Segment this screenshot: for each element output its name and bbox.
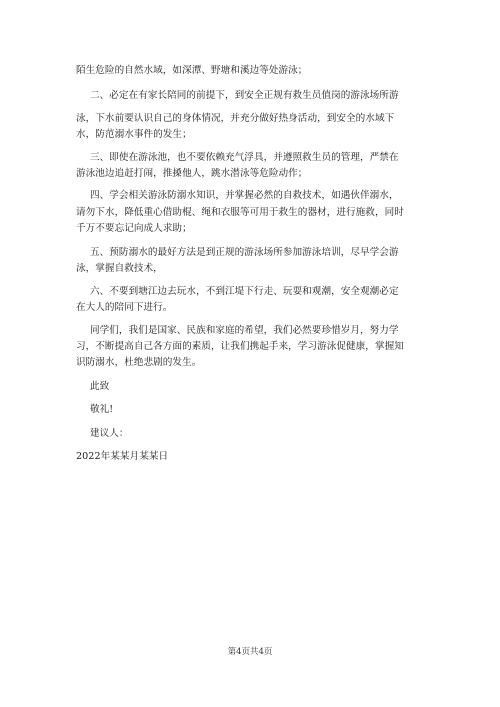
paragraph-5-line: 五、预防溺水的最好方法是到正规的游泳场所参加游泳培训，尽早学会游	[90, 247, 399, 258]
paragraph-2-line: 二、必定在有家长陪同的前提下，到安全正规有救生员值岗的游泳场所游	[90, 90, 399, 101]
body-text-line: 陌生危险的自然水域，如深潭、野塘和溪边等处游泳；	[76, 65, 308, 76]
body-text-line: 水，防范溺水事件的发生；	[76, 129, 192, 140]
closing-paragraph-line: 同学们，我们是国家、民族和家庭的希望，我们必然要珍惜岁月，努力学	[90, 325, 399, 336]
body-text-line: 游泳池边追赶打闹，推搡他人，跳水潜泳等危险动作；	[76, 168, 308, 179]
salutation-line: 此致	[90, 381, 110, 392]
body-text-line: 在大人的陪同下进行。	[76, 302, 173, 313]
salutation-line: 敬礼!	[90, 404, 114, 415]
body-text-line: 千万不要忘记向成人求助；	[76, 223, 192, 234]
body-text-line: 习，不断提高自己各方面的素质，让我们携起手来，学习游泳促健康，掌握知	[76, 341, 404, 352]
paragraph-4-line: 四、学会相关游泳防溺水知识，并掌握必然的自救技术，如遇伙伴溺水，	[90, 190, 399, 201]
body-text-line: 泳，下水前要认识自己的身体情况，并充分做好热身活动，到安全的水域下	[76, 113, 395, 124]
paragraph-6-line: 六、不要到塘江边去玩水，不到江堤下行走、玩耍和观潮，安全观潮必定	[90, 286, 399, 297]
body-text-line: 识防溺水，杜绝悲剧的发生。	[76, 357, 202, 368]
body-text-line: 泳，掌握自救技术，	[76, 263, 163, 274]
date-line: 2022年某某月某某日	[76, 451, 169, 462]
signature-label: 建议人：	[90, 428, 129, 439]
page-number-footer: 第4页共4页	[227, 647, 273, 657]
body-text-line: 请勿下水，降低重心借助棍、绳和衣服等可用于救生的器材，进行施救，同时	[76, 207, 404, 218]
paragraph-3-line: 三、即使在游泳池，也不要依赖充气浮具，并遵照救生员的管理，严禁在	[90, 152, 399, 163]
